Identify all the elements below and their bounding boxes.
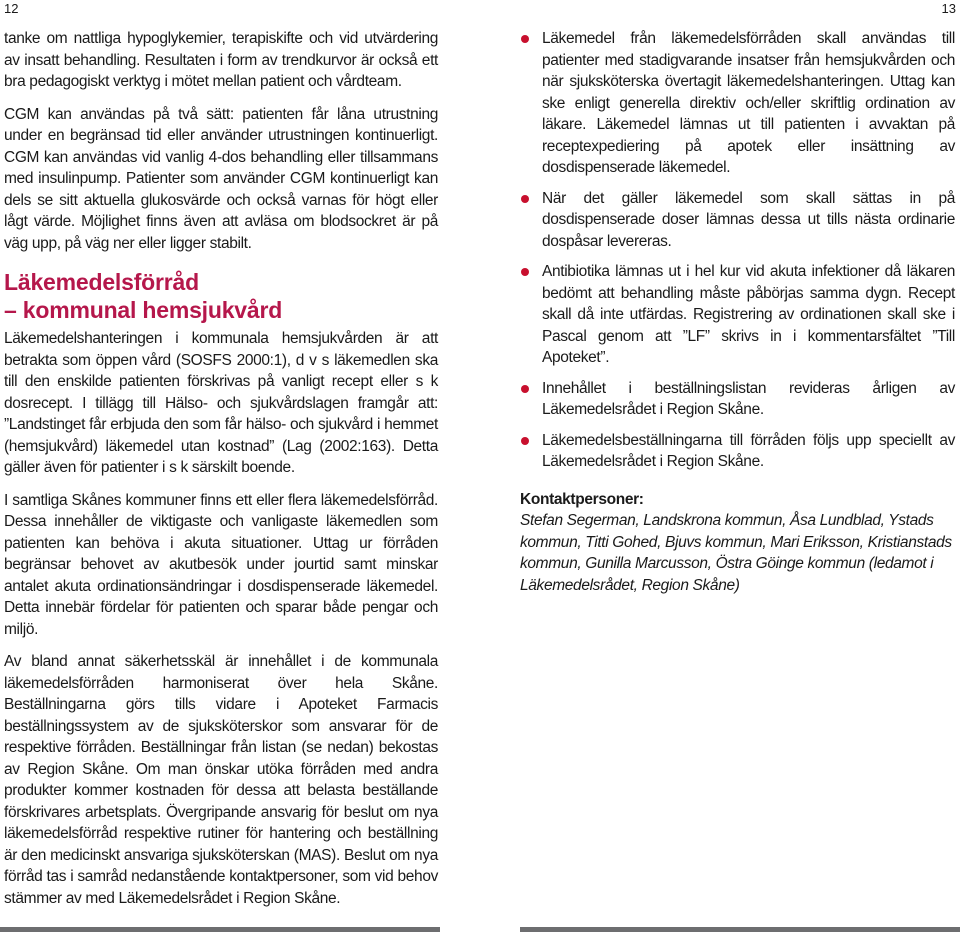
bullet-icon xyxy=(521,195,529,203)
heading-subtitle: – kommunal hemsjukvård xyxy=(4,297,283,323)
list-item-text: Innehållet i beställningslistan revideras årligen av Läkemedelsrådet i Region Skåne. xyxy=(542,379,955,418)
footer-bar-left xyxy=(0,927,440,932)
heading-title: Läkemedelsförråd xyxy=(4,269,199,295)
list-item-text: Läkemedelsbeställningarna till förråden följs upp speciellt av Läkemedelsrådet i Region Skåne. xyxy=(542,431,955,470)
bullet-icon xyxy=(521,35,529,43)
section-heading xyxy=(4,268,438,324)
contacts-label: Kontaktpersoner: xyxy=(520,490,644,508)
list-item xyxy=(520,28,955,179)
bullet-icon xyxy=(521,268,529,276)
bullet-icon xyxy=(521,385,529,393)
list-item xyxy=(520,261,955,369)
paragraph-safety-ordering: Av bland annat säkerhetsskäl är innehållet i de kommunala läkemedelsförråden harmoniserat över hela Skåne. Beställningarna görs tills vidare i Apoteket Farmacis beställningssystem av de sjuksköterskor som ansvarar för de respektive förråden. Beställningar från listan (se nedan) bekostas av Region Skåne. Om man önskar utöka förråden med andra produkter kommer kostnaden för dessa att belasta beställande förskrivares arbetsplats. Övergripande ansvarig för beslut om nya läkemedelsförråd respektive rutiner för hantering och beställning är den medicinskt ansvariga sjuksköterskan (MAS). Beslut om nya förråd tas i samråd nedanstående kontaktpersoner, som vid behov stämmer av med Läkemedelsrådet i Region Skåne. xyxy=(4,653,438,907)
page-number-left: 12 xyxy=(4,1,19,16)
list-item-text: När det gäller läkemedel som skall sättas in på dosdispenserade doser lämnas dessa ut tills nästa ordinarie dospåsar levereras. xyxy=(542,189,955,250)
list-item xyxy=(520,188,955,253)
footer-bar-right xyxy=(520,927,960,932)
paragraph-medication-handling: Läkemedelshanteringen i kommunala hemsjukvården är att betrakta som öppen vård (SOSFS 2000:1), d v s läkemedlen ska till den enskilde patienten förskrivas på vanligt recept eller s k dosrecept. I tillägg till Hälso- och sjukvårdslagen framgår att: ”Landstinget får erbjuda den som får hälso- och sjukvård i hemmet (hemsjukvård) läkemedel utan kostnad” (Lag (2002:163). Detta gäller även för patienter i s k särskilt boende. xyxy=(4,330,438,476)
bullet-icon xyxy=(521,437,529,445)
paragraph-cgm-usage: CGM kan användas på två sätt: patienten får låna utrustning under en begränsad tid eller använder utrustningen kontinuerligt. CGM kan användas vid vanlig 4-dos behandling eller tillsammans med insulinpump. Patienter som använder CGM kontinuerligt kan dels se sitt aktuella glukosvärde och också varnas för högt eller lågt värde. Möjlighet finns även att avläsa om blodsockret är på väg upp, på väg ner eller ligger stabilt. xyxy=(4,105,438,252)
page-number-right: 13 xyxy=(941,1,956,16)
right-column xyxy=(520,28,955,596)
list-item-text: Antibiotika lämnas ut i hel kur vid akuta infektioner då läkaren bedömt att behandling måste påbörjas samma dygn. Recept skall då inte utfärdas. Registrering av ordinationen skall ske i Pascal genom att ”LF” skrivs in i kommentarsfältet ”Till Apoteket”. xyxy=(542,263,955,366)
paragraph-medication-storage: I samtliga Skånes kommuner finns ett eller flera läkemedelsförråd. Dessa innehåller de viktigaste och vanligaste läkemedlen som patienten kan behöva i akuta situationer. Uttag ur förråden begränsar behovet av akutbesök under jourtid samt minskar antalet akuta ordinationsändringar i dosdispenserade läkemedel. Detta innebär fördelar för patienten och sparar både pengar och miljö. xyxy=(4,491,438,638)
paragraph-cgm-intro: tanke om nattliga hypoglykemier, terapiskifte och vid utvärdering av insatt behandling. Resultaten i form av trendkurvor är också ett bra pedagogiskt verktyg i mötet mellan patient och vårdteam. xyxy=(4,30,438,90)
list-item xyxy=(520,430,955,473)
left-column xyxy=(4,28,438,920)
list-item-text: Läkemedel från läkemedelsförråden skall användas till patienter med stadigvarande insatser från hemsjukvården och när sjuksköterska övertagit läkemedelshanteringen. Uttag kan ske enligt generella direktiv och/eller skriftlig ordination av läkare. Läkemedel lämnas ut till patienten i avvaktan på receptexpediering på apotek eller insättning av dosdispenserade läkemedel. xyxy=(542,30,955,176)
rules-list xyxy=(520,28,955,473)
contacts-text: Stefan Segerman, Landskrona kommun, Åsa Lundblad, Ystads kommun, Titti Gohed, Bjuvs kommun, Mari Eriksson, Kristianstads kommun, Gunilla Marcusson, Östra Göinge kommun (ledamot i Läkemedelsrådet, Region Skåne) xyxy=(520,512,952,594)
list-item xyxy=(520,378,955,421)
